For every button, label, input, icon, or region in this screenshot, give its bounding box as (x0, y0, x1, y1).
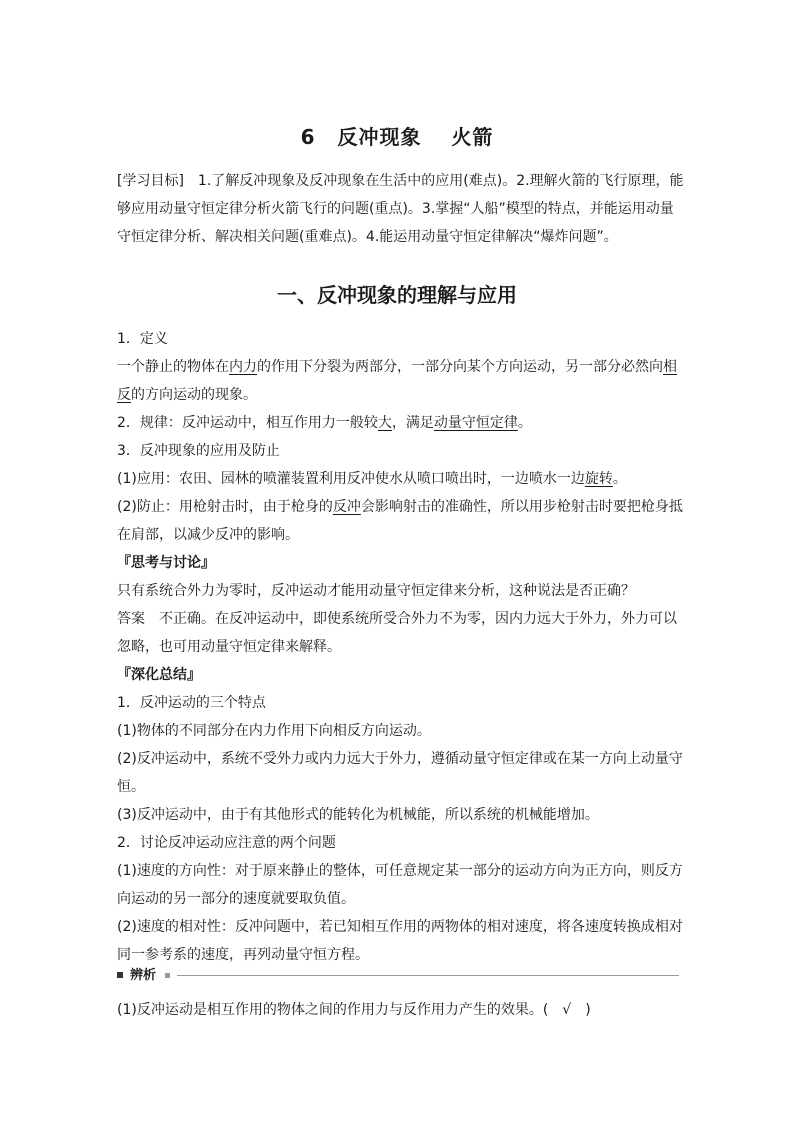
definition-line-2 (117, 381, 679, 409)
summary-1-title: 1．反冲运动的三个特点 (117, 695, 266, 711)
analysis-label: 辨析 (130, 968, 157, 983)
underlined-term: 大 (377, 415, 392, 431)
text-run: 。 (517, 415, 532, 431)
summary-2-title: 2．讨论反冲运动应注意的两个问题 (117, 835, 336, 851)
page-title (0, 121, 794, 150)
summary-2-point-2-line-1: (2)速度的相对性：反冲问题中，若已知相互作用的两物体的相对速度，将各速度转换成相对 (117, 919, 683, 935)
summary-2-point-1-line-2: 向运动的另一部分的速度就要取负值。 (117, 891, 355, 907)
square-bullet-icon (117, 972, 123, 978)
objectives-line-1: [学习目标] 1.了解反冲现象及反冲现象在生活中的应用(难点)。2.理解火箭的飞行原理，能 (117, 173, 684, 189)
underlined-term: 反 (117, 387, 131, 403)
answer-line-1 (117, 605, 679, 633)
text-run: 一个静止的物体在 (117, 359, 229, 375)
answer-label: 答案 (117, 611, 145, 627)
summary-2-point-2-line-2: 同一参考系的速度，再列动量守恒方程。 (117, 947, 369, 963)
answer-line-2: 忽略，也可用动量守恒定律来解释。 (117, 639, 341, 655)
underlined-term: 旋转 (584, 471, 613, 487)
prevention-line-2: 在肩部，以减少反冲的影响。 (117, 527, 299, 543)
title-part2: 火箭 (451, 125, 494, 149)
title-part1: 反冲现象 (337, 125, 422, 149)
underlined-term: 相 (663, 359, 677, 375)
application-title: 3．反冲现象的应用及防止 (117, 443, 280, 459)
rule-line (117, 409, 679, 437)
text-run: ，满足 (391, 415, 434, 431)
text-run: 2．规律：反冲运动中，相互作用力一般较 (117, 415, 378, 431)
underlined-term: 反冲 (332, 499, 361, 515)
summary-1-point-2-line-2: 恒。 (117, 779, 145, 795)
text-run: 会影响射击的准确性，所以用步枪射击时要把枪身抵 (360, 499, 683, 515)
definition-title: 1．定义 (117, 331, 168, 347)
definition-line-1 (117, 353, 679, 381)
underlined-term: 动量守恒定律 (433, 415, 518, 431)
analysis-divider (117, 966, 679, 986)
text-run: 的方向运动的现象。 (131, 387, 257, 403)
text-run: 的作用下分裂为两部分，一部分向某个方向运动，另一部分必然向 (257, 359, 663, 375)
text-run: 不正确。在反冲运动中，即使系统所受合外力不为零，因内力远大于外力，外力可以 (159, 611, 677, 627)
summary-1-point-3: (3)反冲运动中，由于有其他形式的能转化为机械能，所以系统的机械能增加。 (117, 807, 599, 823)
text-run: 。 (612, 471, 627, 487)
think-discuss-label: 『思考与讨论』 (117, 555, 215, 571)
objectives-line-3: 守恒定律分析、解决相关问题(重难点)。4.能运用动量守恒定律解决“爆炸问题”。 (117, 229, 618, 245)
objectives-line-2: 够应用动量守恒定律分析火箭飞行的问题(重点)。3.掌握“人船”模型的特点，并能运用动量 (117, 201, 674, 217)
summary-2-point-1-line-1: (1)速度的方向性：对于原来静止的整体，可任意规定某一部分的运动方向为正方向，则反方 (117, 863, 683, 879)
title-number: 6 (300, 125, 316, 149)
summary-label: 『深化总结』 (117, 667, 201, 683)
text-run: (1)应用：农田、园林的喷灌装置利用反冲使水从喷口喷出时，一边喷水一边 (117, 471, 585, 487)
summary-1-point-2-line-1: (2)反冲运动中，系统不受外力或内力远大于外力，遵循动量守恒定律或在某一方向上动量守 (117, 751, 683, 767)
divider-line (177, 975, 679, 976)
judgment-item-1: (1)反冲运动是相互作用的物体之间的作用力与反作用力产生的效果。( √ ) (117, 1002, 591, 1018)
underlined-term: 内力 (229, 359, 257, 375)
square-bullet-icon (165, 973, 170, 978)
summary-1-point-1: (1)物体的不同部分在内力作用下向相反方向运动。 (117, 723, 431, 739)
text-run: (2)防止：用枪射击时，由于枪身的 (117, 499, 333, 515)
think-question: 只有系统合外力为零时，反冲运动才能用动量守恒定律来分析，这种说法是否正确？ (117, 583, 635, 599)
application-line-1 (117, 465, 679, 493)
prevention-line-1 (117, 493, 683, 521)
section-heading: 一、反冲现象的理解与应用 (277, 283, 517, 307)
